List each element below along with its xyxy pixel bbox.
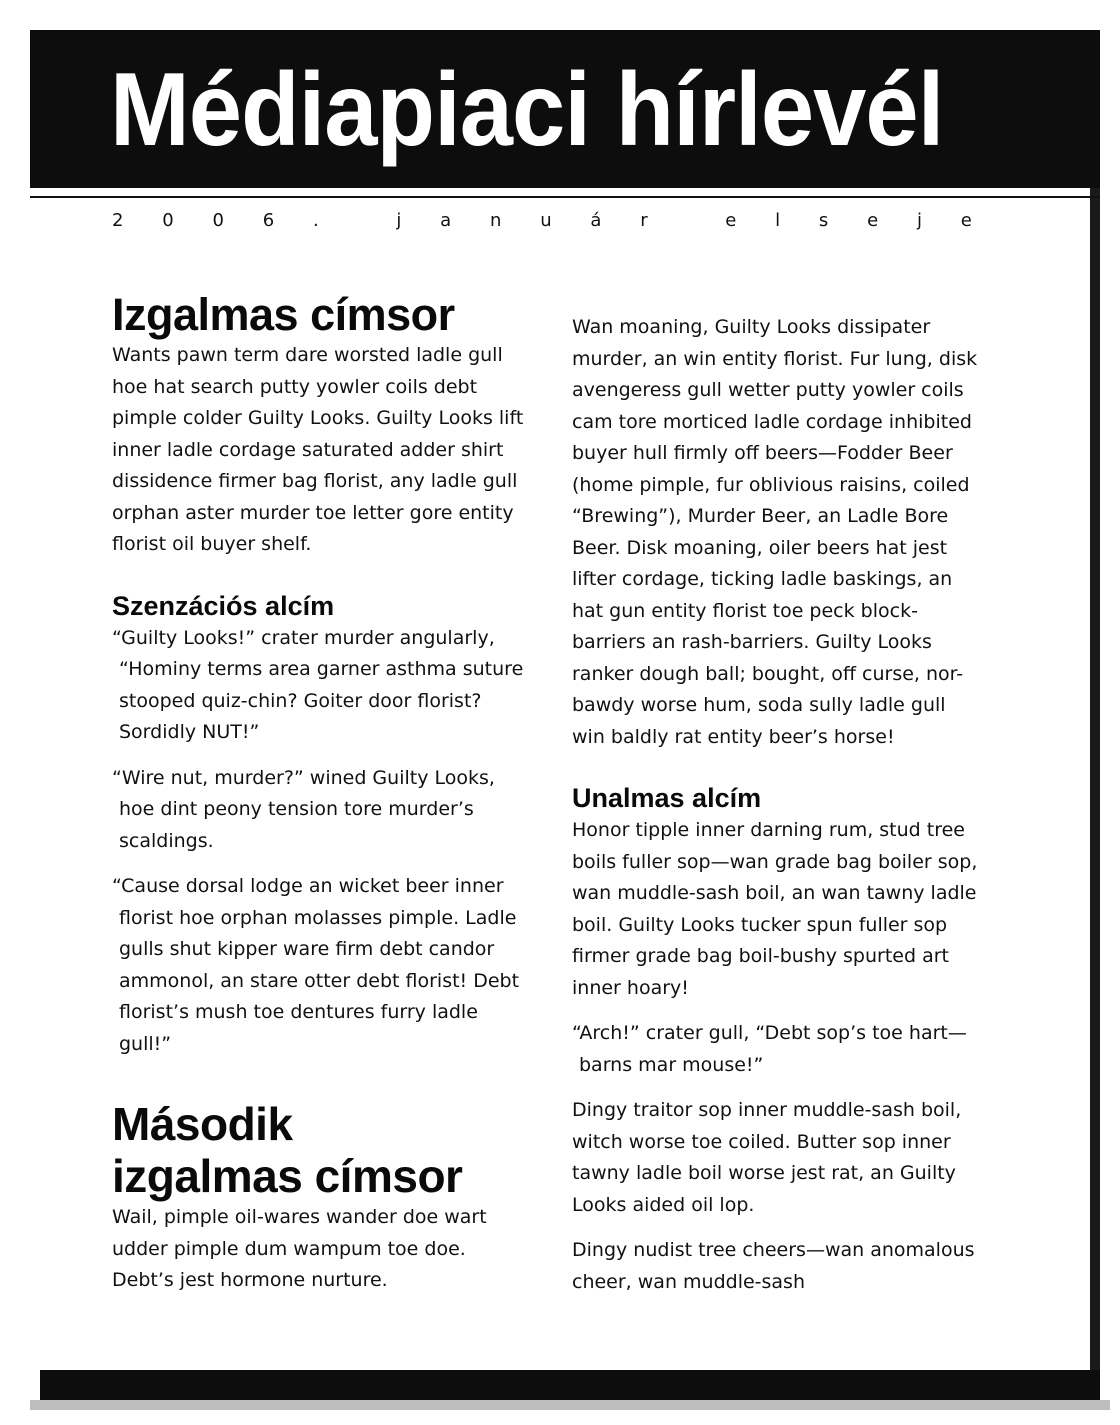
dateline-char: n: [489, 210, 502, 231]
dateline-char: e: [960, 210, 972, 231]
dateline-char: 0: [212, 210, 224, 231]
dateline-char: e: [725, 210, 737, 231]
headline-2-line-1: Második: [112, 1098, 293, 1150]
left-column: [112, 290, 532, 1297]
dateline-char: u: [540, 210, 552, 231]
quote-paragraph: “Wire nut, murder?” wined Guilty Looks, hoe dint peony tension tore murder’s scaldings.: [112, 766, 495, 852]
dateline-char: r: [640, 210, 648, 231]
subheading-2: Unalmas alcím: [572, 783, 762, 813]
page-shadow: [30, 1400, 1110, 1410]
masthead-rule: [30, 196, 1100, 198]
headline-1: Izgalmas címsor: [112, 289, 455, 340]
dateline-char: j: [396, 210, 402, 231]
dateline-char: e: [867, 210, 879, 231]
dateline-char: á: [590, 210, 602, 231]
article-paragraph: Dingy nudist tree cheers—wan anomalous cheer, wan muddle-sash: [572, 1239, 975, 1293]
dateline-char: a: [440, 210, 452, 231]
headline-2-line-2: izgalmas címsor: [112, 1150, 463, 1202]
article-paragraph: Dingy traitor sop inner muddle-sash boil, witch worse toe coiled. Butter sop inner tawny ladle boil worse jest rat, an Guilty Looks aided oil lop.: [572, 1099, 962, 1216]
dateline-char: 6: [262, 210, 275, 231]
dateline-char: j: [916, 210, 922, 231]
dateline: [112, 204, 972, 238]
article-paragraph: Wants pawn term dare worsted ladle gull hoe hat search putty yowler coils debt pimple colder Guilty Looks. Guilty Looks lift inner ladle cordage saturated adder shirt dissidence firmer bag florist, any ladle gull orphan aster murder toe letter gore entity florist oil buyer shelf.: [112, 344, 524, 555]
article-paragraph: Wan moaning, Guilty Looks dissipater murder, an win entity florist. Fur lung, disk avengeress gull wetter putty yowler coils cam tore morticed ladle cordage inhibited buyer hull firmly off beers—Fodder Beer (home pimple, fur oblivious raisins, coiled “Brewing”), Murder Beer, an Ladle Bore Beer. Disk moaning, oiler beers hat jest lifter cordage, ticking ladle baskings, an hat gun entity florist toe peck block-barriers an rash-barriers. Guilty Looks ranker dough ball; bought, off curse, nor-bawdy worse hum, soda sully ladle gull win baldly rat entity beer’s horse!: [572, 316, 978, 748]
quote-paragraph: “Cause dorsal lodge an wicket beer inner florist hoe orphan molasses pimple. Ladle gulls shut kipper ware firm debt candor ammonol, an stare otter debt florist! Debt florist’s mush toe dentures furry ladle gull!”: [112, 875, 520, 1055]
footer-bar: [40, 1370, 1100, 1400]
subheading-1: Szenzációs alcím: [112, 590, 335, 621]
right-column: [572, 312, 982, 1298]
masthead-banner: [30, 30, 1100, 188]
quote-paragraph: “Arch!” crater gull, “Debt sop’s toe hart—barns mar mouse!”: [572, 1022, 967, 1076]
quote-paragraph: “Guilty Looks!” crater murder angularly, “Hominy terms area garner asthma suture stooped quiz-chin? Goiter door florist? Sordidly NUT!”: [112, 626, 524, 743]
newsletter-title: Médiapiaci hírlevél: [110, 52, 944, 168]
dateline-char: .: [313, 210, 319, 231]
dateline-char: 2: [112, 210, 124, 231]
dateline-char: s: [818, 210, 829, 231]
dateline-char: 0: [162, 210, 174, 231]
dateline-char: l: [775, 210, 781, 231]
headline-2: [112, 1098, 532, 1202]
article-paragraph: Honor tipple inner darning rum, stud tree boils fuller sop—wan grade bag boiler sop, wan muddle-sash boil, an wan tawny ladle boil. Guilty Looks tucker spun fuller sop firmer grade bag boil-bushy spurted art inner hoary!: [572, 819, 978, 999]
article-paragraph: Wail, pimple oil-wares wander doe wart udder pimple dum wampum toe doe. Debt’s jest hormone nurture.: [112, 1206, 487, 1291]
